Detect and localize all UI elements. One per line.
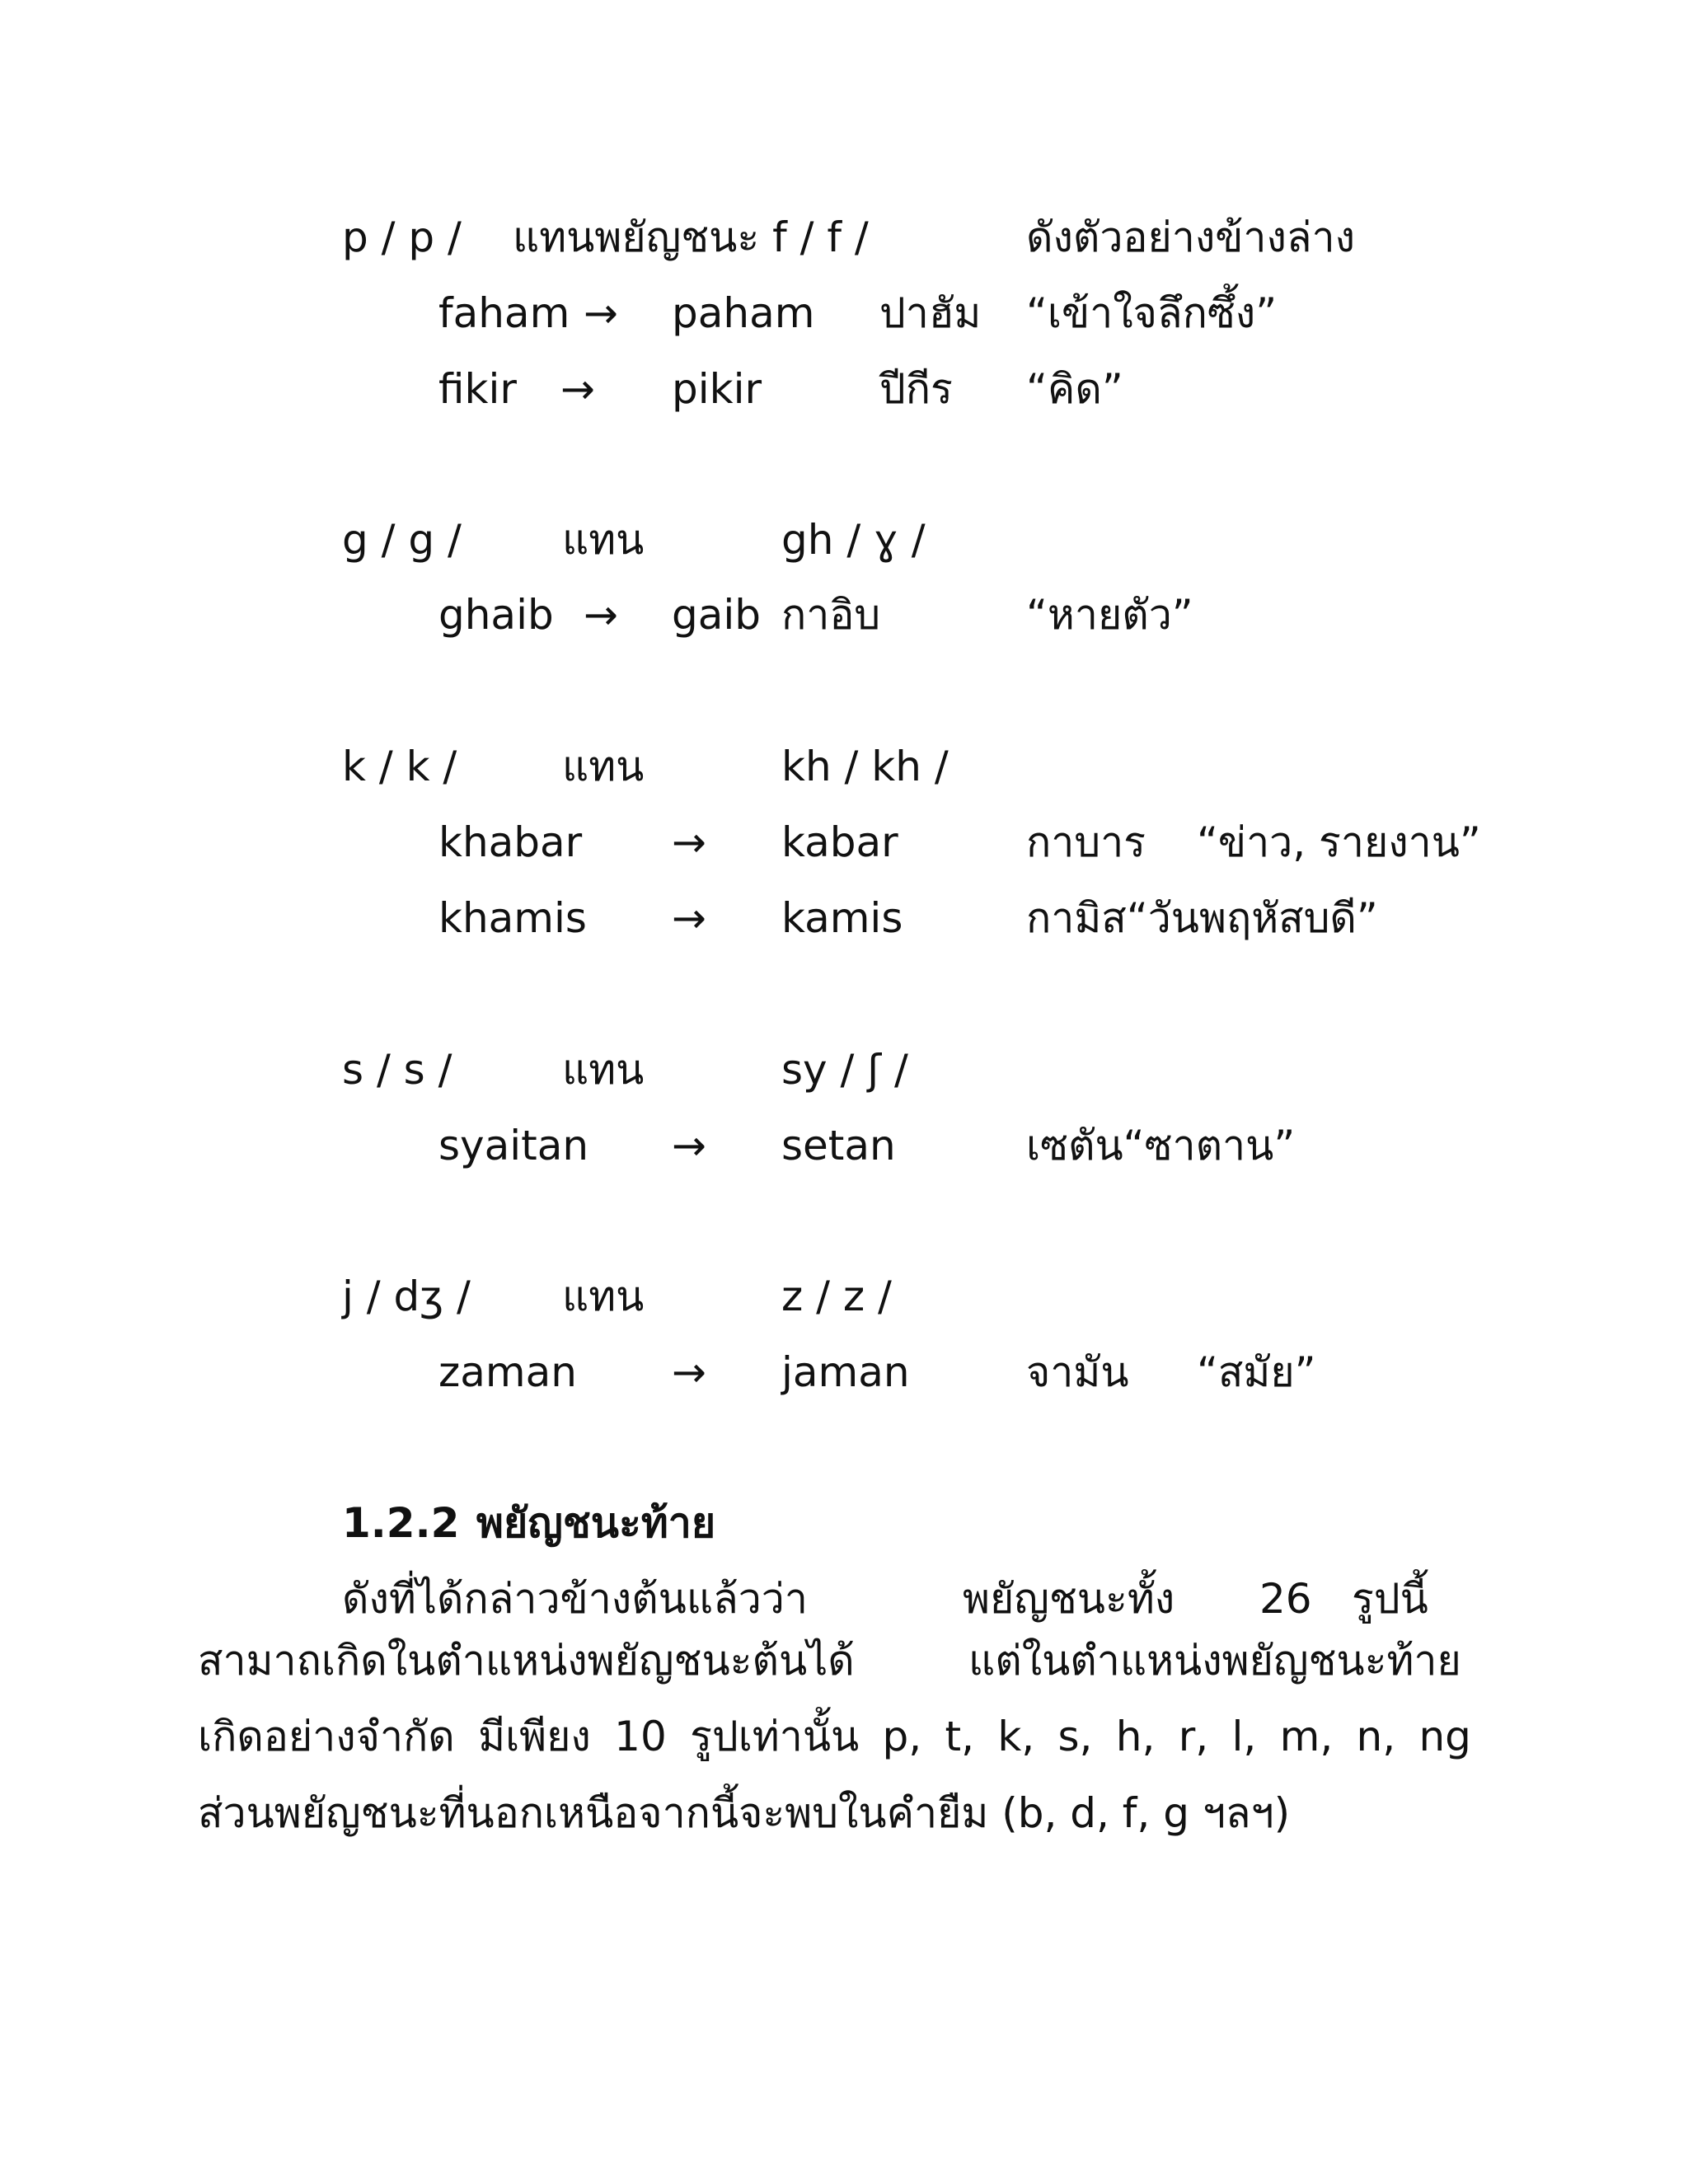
- paragraph-line3-word: l,: [1231, 1713, 1257, 1760]
- example-p2-target: pikir: [672, 365, 762, 413]
- example-k1-thai: กาบาร: [1026, 818, 1146, 866]
- example-p1-target: paham: [672, 289, 815, 337]
- example-j1-meaning: “สมัย”: [1197, 1348, 1316, 1396]
- paragraph-line1-number: 26: [1259, 1575, 1312, 1623]
- paragraph-line3-word: m,: [1279, 1713, 1334, 1760]
- rule-s-source: sy / ʃ /: [781, 1046, 908, 1094]
- rule-s-replaces: แทน: [562, 1046, 645, 1094]
- paragraph-line3-word: 10: [614, 1713, 667, 1760]
- example-j1-target: jaman: [781, 1348, 910, 1396]
- paragraph-line3-word: n,: [1356, 1713, 1396, 1760]
- paragraph-line3-word: รูปเท่านั้น: [690, 1713, 860, 1760]
- rule-p-letter: p / p /: [342, 213, 462, 261]
- example-g1-thai: กาอิบ: [781, 591, 881, 639]
- rule-p-description: แทนพยัญชนะ f / f /: [513, 213, 869, 261]
- example-g1-arrow: →: [584, 591, 618, 639]
- paragraph-line3-word: p,: [882, 1713, 922, 1760]
- example-g1-meaning: “หายตัว”: [1026, 591, 1193, 639]
- paragraph-line1-part1: ดังที่ได้กล่าวข้างต้นแล้วว่า: [342, 1575, 808, 1623]
- paragraph-line3-word: มีเพียง: [478, 1713, 591, 1760]
- rule-g-source: gh / ɣ /: [781, 516, 926, 564]
- paragraph-line3-word: h,: [1115, 1713, 1156, 1760]
- rule-g-replaces: แทน: [562, 516, 645, 564]
- rule-j-letter: j / dʒ /: [342, 1272, 471, 1320]
- paragraph-line3-word: เกิดอย่างจำกัด: [198, 1713, 455, 1760]
- example-p2-source: fikir: [438, 365, 517, 413]
- paragraph-line2-part2: แต่ในตำแหน่งพยัญชนะท้าย: [968, 1637, 1461, 1685]
- example-p1-thai: ปาฮัม: [879, 289, 982, 337]
- example-p2-arrow: →: [560, 365, 595, 413]
- rule-j-source: z / z /: [781, 1272, 892, 1320]
- paragraph-line4: ส่วนพยัญชนะที่นอกเหนือจากนี้จะพบในคำยืม (b, d, f, g ฯลฯ): [198, 1789, 1291, 1837]
- example-j1-source: zaman: [438, 1348, 577, 1396]
- rule-k-source: kh / kh /: [781, 743, 949, 790]
- section-title: พยัญชนะท้าย: [476, 1499, 716, 1547]
- example-k1-source: khabar: [438, 818, 583, 866]
- paragraph-line2-part1: สามาถเกิดในตำแหน่งพยัญชนะต้นได้: [198, 1637, 855, 1685]
- paragraph-line3: [198, 1712, 1471, 1761]
- example-p2-thai: ปีกีร: [879, 365, 953, 413]
- paragraph-line3-word: r,: [1178, 1713, 1209, 1760]
- example-k2-thai-meaning: กามิส“วันพฤหัสบดี”: [1026, 894, 1378, 942]
- example-s1-source: syaitan: [438, 1122, 589, 1169]
- example-s1-arrow: →: [672, 1122, 706, 1169]
- paragraph-line3-word: k,: [997, 1713, 1035, 1760]
- section-number: 1.2.2: [342, 1499, 460, 1547]
- example-k1-meaning: “ข่าว, รายงาน”: [1197, 818, 1481, 866]
- paragraph-line3-word: t,: [945, 1713, 974, 1760]
- rule-j-replaces: แทน: [562, 1272, 645, 1320]
- rule-p-note: ดังตัวอย่างข้างล่าง: [1026, 213, 1356, 261]
- example-k1-arrow: →: [672, 818, 706, 866]
- paragraph-line3-word: ng: [1418, 1713, 1471, 1760]
- example-s1-target: setan: [781, 1122, 896, 1169]
- rule-g-letter: g / g /: [342, 516, 462, 564]
- paragraph-line1-part2: พยัญชนะทั้ง: [963, 1575, 1175, 1623]
- example-g1-source: ghaib: [438, 591, 554, 639]
- example-p1-arrow: →: [584, 289, 618, 337]
- example-s1-thai-meaning: เซตัน“ซาตาน”: [1026, 1122, 1296, 1169]
- paragraph-line1-part3: รูปนี้: [1352, 1575, 1428, 1623]
- rule-s-letter: s / s /: [342, 1046, 452, 1094]
- paragraph-line3-word: s,: [1057, 1713, 1093, 1760]
- example-k2-target: kamis: [781, 894, 903, 942]
- example-k2-source: khamis: [438, 894, 587, 942]
- example-p2-meaning: “คิด”: [1026, 365, 1123, 413]
- rule-k-letter: k / k /: [342, 743, 457, 790]
- example-j1-thai: จามัน: [1026, 1348, 1129, 1396]
- example-k2-arrow: →: [672, 894, 706, 942]
- example-p1-meaning: “เข้าใจลึกซึ้ง”: [1026, 289, 1278, 337]
- example-p1-source: faham: [438, 289, 570, 337]
- example-g1-target: gaib: [672, 591, 762, 639]
- example-j1-arrow: →: [672, 1348, 706, 1396]
- rule-k-replaces: แทน: [562, 743, 645, 790]
- example-k1-target: kabar: [781, 818, 898, 866]
